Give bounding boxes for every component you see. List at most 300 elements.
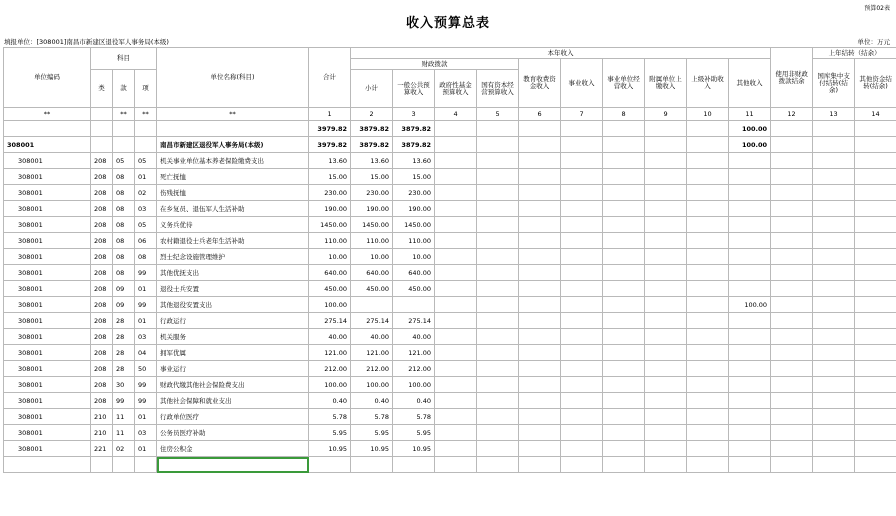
- cell-empty[interactable]: [603, 345, 645, 361]
- cell-empty[interactable]: [855, 313, 896, 329]
- cell-empty[interactable]: [645, 121, 687, 137]
- cell-empty[interactable]: [603, 361, 645, 377]
- cell-empty[interactable]: [477, 137, 519, 153]
- cell-empty[interactable]: [687, 297, 729, 313]
- cell-total[interactable]: 230.00: [309, 185, 351, 201]
- cell-empty[interactable]: [519, 409, 561, 425]
- cell-empty[interactable]: [687, 409, 729, 425]
- cell-name[interactable]: 其他退役安置支出: [157, 297, 309, 313]
- cell-subtotal[interactable]: 5.95: [351, 425, 393, 441]
- cell-xiang[interactable]: 99: [135, 393, 157, 409]
- cell-empty[interactable]: [813, 313, 855, 329]
- cell-empty[interactable]: [435, 233, 477, 249]
- cell-other[interactable]: [729, 329, 771, 345]
- cell-empty[interactable]: [813, 457, 855, 473]
- cell-empty[interactable]: [477, 329, 519, 345]
- cell-empty[interactable]: [645, 185, 687, 201]
- cell-empty[interactable]: [813, 441, 855, 457]
- cell-code[interactable]: 308001: [4, 249, 91, 265]
- cell-empty[interactable]: [645, 281, 687, 297]
- cell-other[interactable]: [729, 345, 771, 361]
- cell-empty[interactable]: [687, 265, 729, 281]
- cell-empty[interactable]: [519, 281, 561, 297]
- cell-xiang[interactable]: 50: [135, 361, 157, 377]
- cell-empty[interactable]: [603, 297, 645, 313]
- cell-empty[interactable]: [561, 409, 603, 425]
- cell-total[interactable]: 15.00: [309, 169, 351, 185]
- cell-xiang[interactable]: 99: [135, 297, 157, 313]
- cell-empty[interactable]: [645, 169, 687, 185]
- cell-subtotal[interactable]: [351, 297, 393, 313]
- cell-kuan[interactable]: 08: [113, 201, 135, 217]
- cell-empty[interactable]: [687, 329, 729, 345]
- cell-empty[interactable]: [477, 169, 519, 185]
- cell-empty[interactable]: [519, 377, 561, 393]
- cell-empty[interactable]: [771, 297, 813, 313]
- cell-empty[interactable]: [603, 137, 645, 153]
- cell-lei[interactable]: 208: [91, 185, 113, 201]
- cell-empty[interactable]: [435, 457, 477, 473]
- cell-name[interactable]: [157, 121, 309, 137]
- cell-code[interactable]: 308001: [4, 169, 91, 185]
- cell-empty[interactable]: [687, 137, 729, 153]
- cell-subtotal[interactable]: 5.78: [351, 409, 393, 425]
- cell-empty[interactable]: [687, 457, 729, 473]
- cell-empty[interactable]: [561, 441, 603, 457]
- cell-kuan[interactable]: 02: [113, 441, 135, 457]
- cell-code[interactable]: 308001: [4, 265, 91, 281]
- cell-empty[interactable]: [771, 217, 813, 233]
- cell-name[interactable]: 事业运行: [157, 361, 309, 377]
- cell-empty[interactable]: [435, 169, 477, 185]
- cell-total[interactable]: 0.40: [309, 393, 351, 409]
- cell-empty[interactable]: [855, 121, 896, 137]
- cell-empty[interactable]: [477, 201, 519, 217]
- cell-empty[interactable]: [687, 313, 729, 329]
- cell-other[interactable]: [729, 313, 771, 329]
- cell-xiang[interactable]: [135, 137, 157, 153]
- cell-name[interactable]: 农村籍退役士兵老年生活补助: [157, 233, 309, 249]
- cell-name[interactable]: 机关事业单位基本养老保险缴费支出: [157, 153, 309, 169]
- cell-general[interactable]: 3879.82: [393, 137, 435, 153]
- cell-general[interactable]: 212.00: [393, 361, 435, 377]
- cell-total[interactable]: 40.00: [309, 329, 351, 345]
- cell-general[interactable]: 40.00: [393, 329, 435, 345]
- cell-lei[interactable]: 208: [91, 233, 113, 249]
- cell-empty[interactable]: [519, 201, 561, 217]
- cell-empty[interactable]: [309, 457, 351, 473]
- cell-empty[interactable]: [645, 249, 687, 265]
- cell-code[interactable]: 308001: [4, 441, 91, 457]
- cell-empty[interactable]: [477, 313, 519, 329]
- cell-general[interactable]: 13.60: [393, 153, 435, 169]
- cell-empty[interactable]: [477, 393, 519, 409]
- cell-empty[interactable]: [687, 185, 729, 201]
- cell-empty[interactable]: [813, 361, 855, 377]
- cell-total[interactable]: 1450.00: [309, 217, 351, 233]
- cell-xiang[interactable]: 01: [135, 441, 157, 457]
- cell-name[interactable]: 义务兵优待: [157, 217, 309, 233]
- cell-general[interactable]: 1450.00: [393, 217, 435, 233]
- cell-empty[interactable]: [687, 425, 729, 441]
- cell-total[interactable]: 10.95: [309, 441, 351, 457]
- cell-empty[interactable]: [519, 329, 561, 345]
- cell-general[interactable]: 450.00: [393, 281, 435, 297]
- cell-other[interactable]: [729, 281, 771, 297]
- cell-empty[interactable]: [855, 153, 896, 169]
- cell-empty[interactable]: [771, 377, 813, 393]
- cell-lei[interactable]: 208: [91, 377, 113, 393]
- cell-empty[interactable]: [855, 265, 896, 281]
- cell-lei[interactable]: 208: [91, 281, 113, 297]
- cell-empty[interactable]: [519, 137, 561, 153]
- cell-empty[interactable]: [4, 457, 91, 473]
- cell-other[interactable]: 100.00: [729, 137, 771, 153]
- cell-empty[interactable]: [561, 297, 603, 313]
- cell-xiang[interactable]: 01: [135, 409, 157, 425]
- cell-empty[interactable]: [393, 457, 435, 473]
- cell-empty[interactable]: [855, 425, 896, 441]
- cell-lei[interactable]: 208: [91, 153, 113, 169]
- cell-name[interactable]: 退役士兵安置: [157, 281, 309, 297]
- cell-empty[interactable]: [91, 457, 113, 473]
- cell-kuan[interactable]: 28: [113, 361, 135, 377]
- cell-code[interactable]: 308001: [4, 201, 91, 217]
- cell-empty[interactable]: [603, 329, 645, 345]
- cell-other[interactable]: [729, 361, 771, 377]
- cell-kuan[interactable]: 08: [113, 265, 135, 281]
- cell-name[interactable]: 南昌市新建区退役军人事务局(本级): [157, 137, 309, 153]
- cell-empty[interactable]: [603, 153, 645, 169]
- cell-empty[interactable]: [855, 457, 896, 473]
- cell-subtotal[interactable]: 640.00: [351, 265, 393, 281]
- cell-empty[interactable]: [519, 169, 561, 185]
- cell-empty[interactable]: [561, 425, 603, 441]
- cell-kuan[interactable]: 05: [113, 153, 135, 169]
- cell-empty[interactable]: [603, 409, 645, 425]
- cell-kuan[interactable]: 08: [113, 233, 135, 249]
- cell-general[interactable]: 275.14: [393, 313, 435, 329]
- cell-total[interactable]: 100.00: [309, 297, 351, 313]
- cell-general[interactable]: 230.00: [393, 185, 435, 201]
- cell-empty[interactable]: [603, 201, 645, 217]
- cell-xiang[interactable]: 08: [135, 249, 157, 265]
- cell-empty[interactable]: [477, 441, 519, 457]
- cell-empty[interactable]: [113, 457, 135, 473]
- cell-empty[interactable]: [687, 393, 729, 409]
- cell-empty[interactable]: [477, 377, 519, 393]
- cell-empty[interactable]: [603, 217, 645, 233]
- cell-empty[interactable]: [519, 313, 561, 329]
- cell-xiang[interactable]: 06: [135, 233, 157, 249]
- cell-total[interactable]: 5.95: [309, 425, 351, 441]
- cell-general[interactable]: 10.95: [393, 441, 435, 457]
- cell-subtotal[interactable]: 110.00: [351, 233, 393, 249]
- cell-name[interactable]: 行政运行: [157, 313, 309, 329]
- cell-empty[interactable]: [813, 217, 855, 233]
- cell-lei[interactable]: 208: [91, 297, 113, 313]
- cell-empty[interactable]: [771, 441, 813, 457]
- cell-empty[interactable]: [477, 217, 519, 233]
- cell-other[interactable]: [729, 185, 771, 201]
- cell-name[interactable]: 拥军优属: [157, 345, 309, 361]
- cell-code[interactable]: 308001: [4, 233, 91, 249]
- cell-xiang[interactable]: [135, 121, 157, 137]
- cell-lei[interactable]: [91, 121, 113, 137]
- cell-empty[interactable]: [435, 121, 477, 137]
- cell-empty[interactable]: [645, 217, 687, 233]
- cell-empty[interactable]: [603, 185, 645, 201]
- cell-empty[interactable]: [687, 217, 729, 233]
- cell-empty[interactable]: [477, 457, 519, 473]
- cell-other[interactable]: [729, 393, 771, 409]
- cell-kuan[interactable]: 08: [113, 169, 135, 185]
- cell-general[interactable]: 110.00: [393, 233, 435, 249]
- cell-empty[interactable]: [519, 121, 561, 137]
- cell-total[interactable]: 10.00: [309, 249, 351, 265]
- cell-empty[interactable]: [687, 233, 729, 249]
- cell-total[interactable]: 5.78: [309, 409, 351, 425]
- cell-general[interactable]: 10.00: [393, 249, 435, 265]
- cell-general[interactable]: 3879.82: [393, 121, 435, 137]
- cell-empty[interactable]: [477, 425, 519, 441]
- cell-empty[interactable]: [435, 185, 477, 201]
- cell-empty[interactable]: [645, 201, 687, 217]
- cell-kuan[interactable]: 09: [113, 281, 135, 297]
- cell-empty[interactable]: [477, 361, 519, 377]
- cell-lei[interactable]: 221: [91, 441, 113, 457]
- cell-empty[interactable]: [645, 393, 687, 409]
- cell-code[interactable]: 308001: [4, 345, 91, 361]
- cell-empty[interactable]: [477, 249, 519, 265]
- cell-empty[interactable]: [855, 281, 896, 297]
- cell-empty[interactable]: [645, 457, 687, 473]
- cell-code[interactable]: 308001: [4, 153, 91, 169]
- cell-empty[interactable]: [855, 441, 896, 457]
- cell-empty[interactable]: [645, 377, 687, 393]
- cell-lei[interactable]: 208: [91, 217, 113, 233]
- cell-empty[interactable]: [561, 249, 603, 265]
- cell-other[interactable]: [729, 249, 771, 265]
- cell-empty[interactable]: [603, 169, 645, 185]
- cell-total[interactable]: 450.00: [309, 281, 351, 297]
- cell-empty[interactable]: [603, 313, 645, 329]
- cell-empty[interactable]: [477, 409, 519, 425]
- cell-empty[interactable]: [771, 265, 813, 281]
- cell-empty[interactable]: [687, 361, 729, 377]
- cell-empty[interactable]: [519, 393, 561, 409]
- cell-subtotal[interactable]: 275.14: [351, 313, 393, 329]
- cell-empty[interactable]: [519, 361, 561, 377]
- cell-lei[interactable]: 208: [91, 313, 113, 329]
- cell-empty[interactable]: [771, 121, 813, 137]
- cell-empty[interactable]: [519, 249, 561, 265]
- cell-subtotal[interactable]: 230.00: [351, 185, 393, 201]
- cell-total[interactable]: 100.00: [309, 377, 351, 393]
- cell-empty[interactable]: [645, 313, 687, 329]
- cell-empty[interactable]: [519, 457, 561, 473]
- cell-empty[interactable]: [687, 121, 729, 137]
- cell-empty[interactable]: [771, 185, 813, 201]
- cell-subtotal[interactable]: 121.00: [351, 345, 393, 361]
- cell-empty[interactable]: [435, 361, 477, 377]
- cell-empty[interactable]: [645, 137, 687, 153]
- cell-empty[interactable]: [603, 441, 645, 457]
- cell-empty[interactable]: [603, 281, 645, 297]
- cell-empty[interactable]: [477, 185, 519, 201]
- cell-empty[interactable]: [687, 153, 729, 169]
- cell-empty[interactable]: [561, 265, 603, 281]
- cell-empty[interactable]: [645, 153, 687, 169]
- cell-empty[interactable]: [561, 457, 603, 473]
- cell-kuan[interactable]: 08: [113, 185, 135, 201]
- cell-empty[interactable]: [435, 153, 477, 169]
- cell-empty[interactable]: [771, 249, 813, 265]
- cell-empty[interactable]: [603, 457, 645, 473]
- cell-empty[interactable]: [561, 201, 603, 217]
- cell-total[interactable]: 110.00: [309, 233, 351, 249]
- cell-empty[interactable]: [855, 169, 896, 185]
- cell-empty[interactable]: [855, 201, 896, 217]
- cell-general[interactable]: 190.00: [393, 201, 435, 217]
- cell-kuan[interactable]: 11: [113, 425, 135, 441]
- cell-name[interactable]: 公务员医疗补助: [157, 425, 309, 441]
- cell-xiang[interactable]: 01: [135, 281, 157, 297]
- cell-empty[interactable]: [855, 377, 896, 393]
- cell-empty[interactable]: [645, 361, 687, 377]
- cell-xiang[interactable]: 04: [135, 345, 157, 361]
- cell-total[interactable]: 3979.82: [309, 137, 351, 153]
- cell-name[interactable]: 行政单位医疗: [157, 409, 309, 425]
- cell-empty[interactable]: [519, 233, 561, 249]
- cell-empty[interactable]: [435, 281, 477, 297]
- cell-empty[interactable]: [435, 265, 477, 281]
- cell-code[interactable]: 308001: [4, 409, 91, 425]
- cell-total[interactable]: 275.14: [309, 313, 351, 329]
- cell-empty[interactable]: [645, 409, 687, 425]
- cell-kuan[interactable]: 11: [113, 409, 135, 425]
- cell-lei[interactable]: 210: [91, 425, 113, 441]
- cell-other[interactable]: [729, 233, 771, 249]
- cell-empty[interactable]: [813, 425, 855, 441]
- cell-empty[interactable]: [435, 313, 477, 329]
- cell-empty[interactable]: [813, 393, 855, 409]
- cell-empty[interactable]: [771, 137, 813, 153]
- cell-lei[interactable]: 210: [91, 409, 113, 425]
- cell-empty[interactable]: [435, 297, 477, 313]
- cell-empty[interactable]: [645, 329, 687, 345]
- cell-empty[interactable]: [813, 153, 855, 169]
- cell-lei[interactable]: 208: [91, 169, 113, 185]
- cell-xiang[interactable]: 05: [135, 217, 157, 233]
- cell-empty[interactable]: [519, 297, 561, 313]
- cell-empty[interactable]: [687, 345, 729, 361]
- cell-empty[interactable]: [771, 233, 813, 249]
- cell-empty[interactable]: [813, 201, 855, 217]
- cell-empty[interactable]: [561, 361, 603, 377]
- cell-empty[interactable]: [687, 377, 729, 393]
- cell-empty[interactable]: [561, 393, 603, 409]
- cell-empty[interactable]: [855, 185, 896, 201]
- cell-other[interactable]: [729, 425, 771, 441]
- cell-code[interactable]: 308001: [4, 313, 91, 329]
- cell-empty[interactable]: [855, 137, 896, 153]
- cell-empty[interactable]: [645, 441, 687, 457]
- cell-code[interactable]: 308001: [4, 281, 91, 297]
- cell-empty[interactable]: [729, 457, 771, 473]
- cell-empty[interactable]: [561, 185, 603, 201]
- cell-empty[interactable]: [645, 345, 687, 361]
- cell-subtotal[interactable]: 190.00: [351, 201, 393, 217]
- cell-empty[interactable]: [561, 377, 603, 393]
- cell-subtotal[interactable]: 40.00: [351, 329, 393, 345]
- cell-xiang[interactable]: 03: [135, 201, 157, 217]
- cell-empty[interactable]: [855, 233, 896, 249]
- cell-other[interactable]: [729, 201, 771, 217]
- cell-empty[interactable]: [771, 169, 813, 185]
- cell-empty[interactable]: [561, 329, 603, 345]
- cell-empty[interactable]: [855, 217, 896, 233]
- cell-empty[interactable]: [561, 137, 603, 153]
- cell-empty[interactable]: [771, 201, 813, 217]
- cell-subtotal[interactable]: 1450.00: [351, 217, 393, 233]
- cell-code[interactable]: 308001: [4, 393, 91, 409]
- cell-empty[interactable]: [603, 233, 645, 249]
- cell-total[interactable]: 190.00: [309, 201, 351, 217]
- cell-empty[interactable]: [771, 361, 813, 377]
- cell-empty[interactable]: [519, 265, 561, 281]
- cell-lei[interactable]: 208: [91, 201, 113, 217]
- cell-empty[interactable]: [645, 233, 687, 249]
- cell-code[interactable]: 308001: [4, 297, 91, 313]
- cell-total[interactable]: 13.60: [309, 153, 351, 169]
- cell-empty[interactable]: [435, 329, 477, 345]
- cell-kuan[interactable]: 28: [113, 313, 135, 329]
- cell-empty[interactable]: [813, 249, 855, 265]
- cell-empty[interactable]: [813, 281, 855, 297]
- cell-empty[interactable]: [645, 297, 687, 313]
- cell-empty[interactable]: [855, 393, 896, 409]
- cell-empty[interactable]: [813, 297, 855, 313]
- cell-empty[interactable]: [477, 297, 519, 313]
- cell-name[interactable]: 死亡抚恤: [157, 169, 309, 185]
- cell-empty[interactable]: [771, 393, 813, 409]
- cell-empty[interactable]: [813, 345, 855, 361]
- cell-empty[interactable]: [813, 233, 855, 249]
- cell-empty[interactable]: [687, 169, 729, 185]
- cell-code[interactable]: 308001: [4, 217, 91, 233]
- cell-name[interactable]: 机关服务: [157, 329, 309, 345]
- cell-empty[interactable]: [435, 425, 477, 441]
- cell-empty[interactable]: [561, 121, 603, 137]
- cell-other[interactable]: [729, 217, 771, 233]
- cell-other[interactable]: [729, 441, 771, 457]
- cell-subtotal[interactable]: 10.95: [351, 441, 393, 457]
- cell-other[interactable]: [729, 153, 771, 169]
- cell-empty[interactable]: [771, 281, 813, 297]
- cell-subtotal[interactable]: 13.60: [351, 153, 393, 169]
- cell-other[interactable]: [729, 377, 771, 393]
- cell-xiang[interactable]: 01: [135, 313, 157, 329]
- cell-lei[interactable]: 208: [91, 345, 113, 361]
- cell-other[interactable]: [729, 169, 771, 185]
- cell-kuan[interactable]: 28: [113, 345, 135, 361]
- cell-empty[interactable]: [603, 249, 645, 265]
- cell-empty[interactable]: [477, 281, 519, 297]
- cell-empty[interactable]: [561, 233, 603, 249]
- cell-total[interactable]: 121.00: [309, 345, 351, 361]
- cell-name[interactable]: 伤残抚恤: [157, 185, 309, 201]
